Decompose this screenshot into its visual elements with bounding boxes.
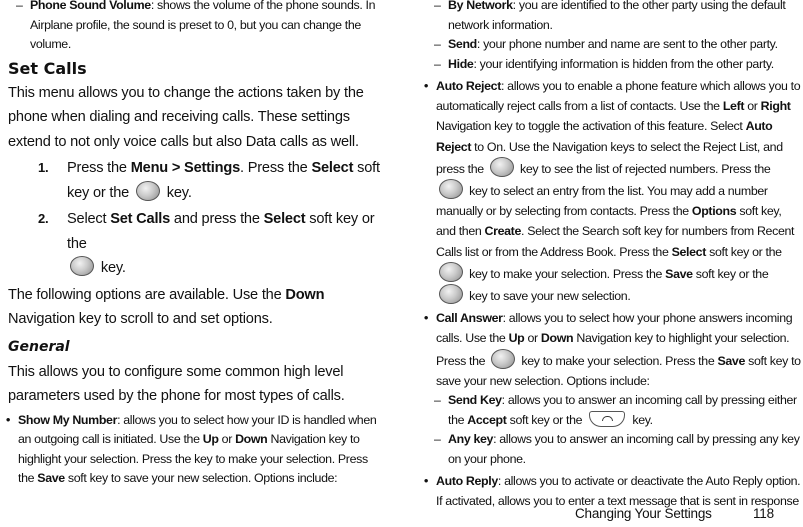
by-network-item: – By Network: you are identified to the other party using the default network information. xyxy=(426,0,801,35)
right-column xyxy=(426,0,801,511)
ok-key-icon xyxy=(439,262,463,282)
send-key-icon xyxy=(589,411,625,427)
step-2: 2. Select Set Calls and press the Select soft key or the key. xyxy=(38,211,375,276)
ok-key-icon xyxy=(439,179,463,199)
ok-key-icon xyxy=(439,284,463,304)
phone-sound-volume-item: – Phone Sound Volume: shows the volume of the phone sounds. In Airplane profile, the sound is preset to 0, but you can change the volume. xyxy=(8,0,383,55)
left-column xyxy=(8,0,383,489)
any-key-item: – Any key: allows you to answer an incoming call by pressing any key on your phone. xyxy=(426,430,801,469)
ok-key-icon xyxy=(490,157,514,177)
ok-key-icon xyxy=(136,181,160,201)
page-number: 118 xyxy=(753,506,774,521)
auto-reply-item: • Auto Reply: allows you to activate or deactivate the Auto Reply option. If activated, allows you to enter a text message that is sent in response xyxy=(426,471,801,511)
hide-item: – Hide: your identifying information is hidden from the other party. xyxy=(426,55,801,75)
send-item: – Send: your phone number and name are sent to the other party. xyxy=(426,35,801,55)
footer-section-title: Changing Your Settings xyxy=(575,506,712,521)
ok-key-icon xyxy=(491,349,515,369)
send-key-item: – Send Key: allows you to answer an incoming call by pressing either the Accept soft key or the key. xyxy=(426,391,801,430)
set-calls-heading: Set Calls xyxy=(8,58,87,78)
ok-key-icon xyxy=(70,256,94,276)
auto-reject-item: • Auto Reject: allows you to enable a phone feature which allows you to automatically reject calls from a list of contacts. Use the Left or Right Navigation key to toggle the activation of this feature. Select Auto Reject to On. Use the Navigation keys to select the Reject List, and press the key to see the list of rejected numbers. Press the key to select an entry from the list. You may add a number manually or by selecting from contacts. Press the Options soft key, and then Create. Select the Search soft key for numbers from Recent Calls list or from the Address Book. Press the Select soft key or the key to make your selection. Press the Save soft key or the key to save your new selection. xyxy=(426,76,801,306)
step-1: 1. Press the Menu > Settings. Press the Select soft key or the key. xyxy=(38,160,380,201)
general-text: This allows you to configure some common high level parameters used by the phone for most types of calls. xyxy=(8,363,345,404)
set-calls-intro: This menu allows you to change the actions taken by the phone when dialing and receiving calls. These settings extend to not only voice calls but also Data calls as well. xyxy=(8,84,364,150)
options-line: The following options are available. Use the Down Navigation key to scroll to and set options. xyxy=(8,286,325,327)
show-my-number-item: • Show My Number: allows you to select how your ID is handled when an outgoing call is initiated. Use the Up or Down Navigation key to highlight your selection. Press the key to make your selection. Press the Save soft key to save your new selection. Options include: xyxy=(8,411,383,489)
general-heading: General xyxy=(8,338,70,355)
page-footer xyxy=(575,506,774,521)
call-answer-item: • Call Answer: allows you to select how your phone answers incoming calls. Use the Up or Down Navigation key to highlight your selection. Press the key to make your selection. Press the Save soft key to save your new selection. Options include: xyxy=(426,308,801,391)
